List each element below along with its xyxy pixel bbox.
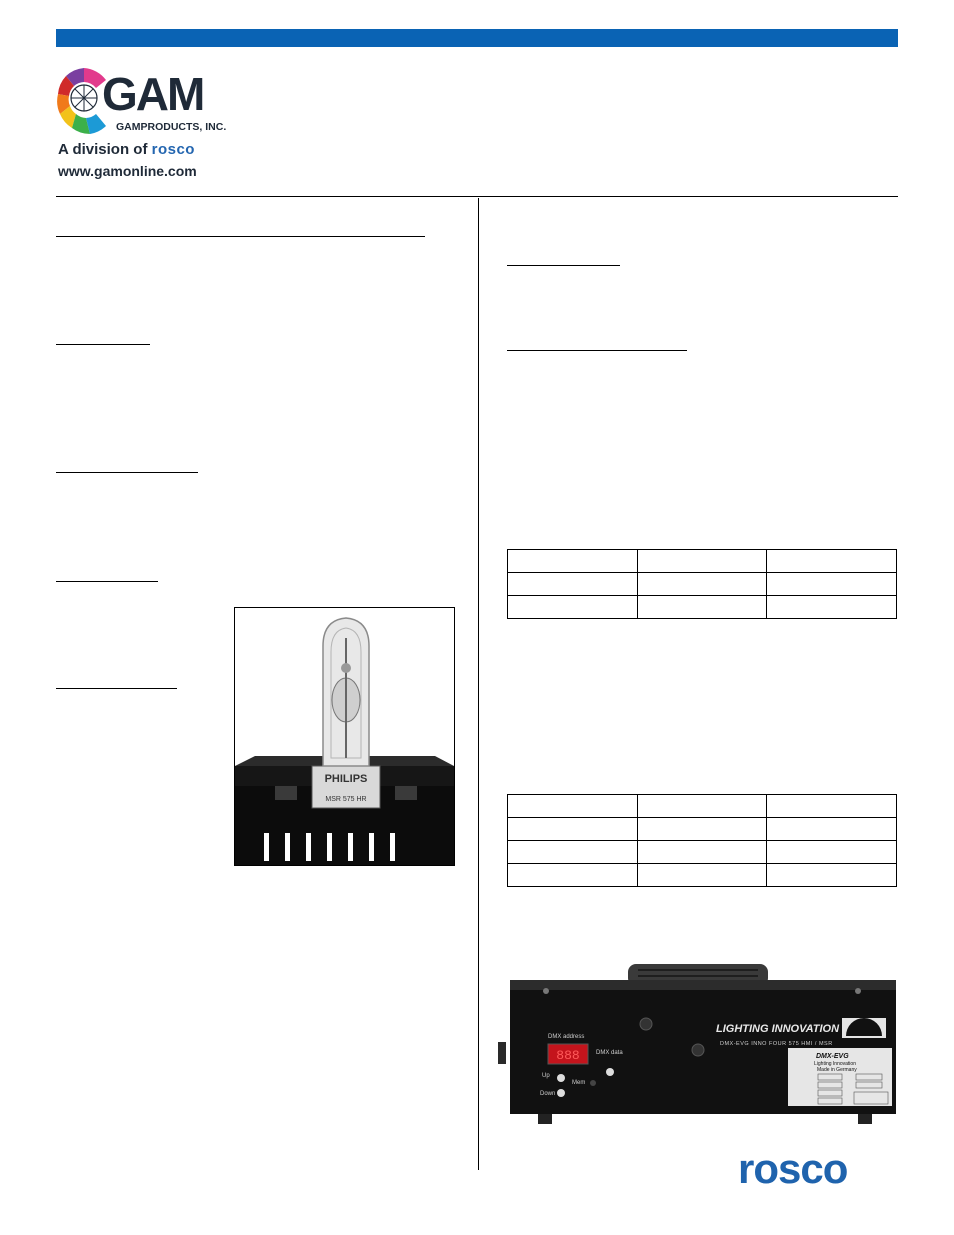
- table-row: [508, 864, 897, 887]
- header-color-bar: [56, 29, 898, 47]
- down-button-label: Down: [540, 1091, 556, 1097]
- table-cell: [767, 550, 897, 573]
- table-cell: [508, 818, 638, 841]
- left-heading-4-rule: [56, 688, 177, 689]
- table-cell: [637, 596, 767, 619]
- table-cell: [767, 795, 897, 818]
- left-heading-3-rule: [56, 581, 158, 582]
- column-divider: [478, 198, 479, 1170]
- table-cell: [767, 596, 897, 619]
- table-cell: [767, 818, 897, 841]
- plate-title: DMX-EVG: [816, 1053, 849, 1060]
- division-brand: rosco: [151, 141, 195, 158]
- rosco-logo: [738, 1150, 900, 1190]
- right-heading-2-rule: [507, 350, 687, 351]
- right-heading-1-rule: [507, 265, 620, 266]
- header-divider: [56, 196, 898, 197]
- table-row: [508, 841, 897, 864]
- table-cell: [508, 550, 638, 573]
- left-title-rule: [56, 236, 425, 237]
- division-line: [58, 141, 195, 158]
- table-cell: [637, 795, 767, 818]
- division-prefix: A division of: [58, 141, 148, 158]
- plate-origin: Made in Germany: [817, 1067, 857, 1073]
- table-cell: [767, 573, 897, 596]
- table-cell: [637, 550, 767, 573]
- svg-text:rosco: rosco: [738, 1150, 848, 1190]
- spec-table-2: [507, 794, 897, 887]
- lamp-photo: [234, 607, 455, 866]
- table-row: [508, 795, 897, 818]
- plate-maker: Lighting Innovation: [814, 1061, 856, 1067]
- color-wheel-icon: [57, 68, 106, 134]
- brand-subtitle: GAMPRODUCTS, INC.: [116, 121, 226, 133]
- website-link[interactable]: www.gamonline.com: [58, 163, 197, 179]
- table-row: [508, 573, 897, 596]
- table-cell: [508, 596, 638, 619]
- table-cell: [508, 573, 638, 596]
- table-row: [508, 818, 897, 841]
- table-cell: [767, 841, 897, 864]
- table-row: [508, 596, 897, 619]
- dmx-data-label: DMX data: [596, 1050, 623, 1056]
- table-cell: [637, 573, 767, 596]
- table-cell: [508, 841, 638, 864]
- table-row: [508, 550, 897, 573]
- spec-table-1: [507, 549, 897, 619]
- ballast-photo: [498, 962, 900, 1142]
- brand-wordmark: GAM: [102, 68, 204, 120]
- rosco-wordmark-icon: [738, 1150, 900, 1190]
- table-cell: [637, 818, 767, 841]
- gam-logo: [56, 60, 226, 140]
- mem-button-label: Mem: [572, 1080, 586, 1086]
- left-heading-1-rule: [56, 344, 150, 345]
- table-cell: [508, 795, 638, 818]
- dmx-address-label: DMX address: [548, 1034, 585, 1040]
- lamp-model-label: MSR 575 HR: [325, 796, 367, 803]
- lamp-brand-label: PHILIPS: [324, 773, 368, 785]
- panel-subtitle: DMX-EVG INNO FOUR 575 HMI / MSR: [720, 1041, 833, 1047]
- up-button-label: Up: [542, 1073, 550, 1079]
- svg-text:888: 888: [556, 1048, 580, 1063]
- panel-title: LIGHTING INNOVATION: [716, 1023, 840, 1035]
- table-cell: [637, 841, 767, 864]
- table-cell: [767, 864, 897, 887]
- table-cell: [508, 864, 638, 887]
- lamp-illustration: [235, 608, 454, 865]
- left-heading-2-rule: [56, 472, 198, 473]
- table-cell: [637, 864, 767, 887]
